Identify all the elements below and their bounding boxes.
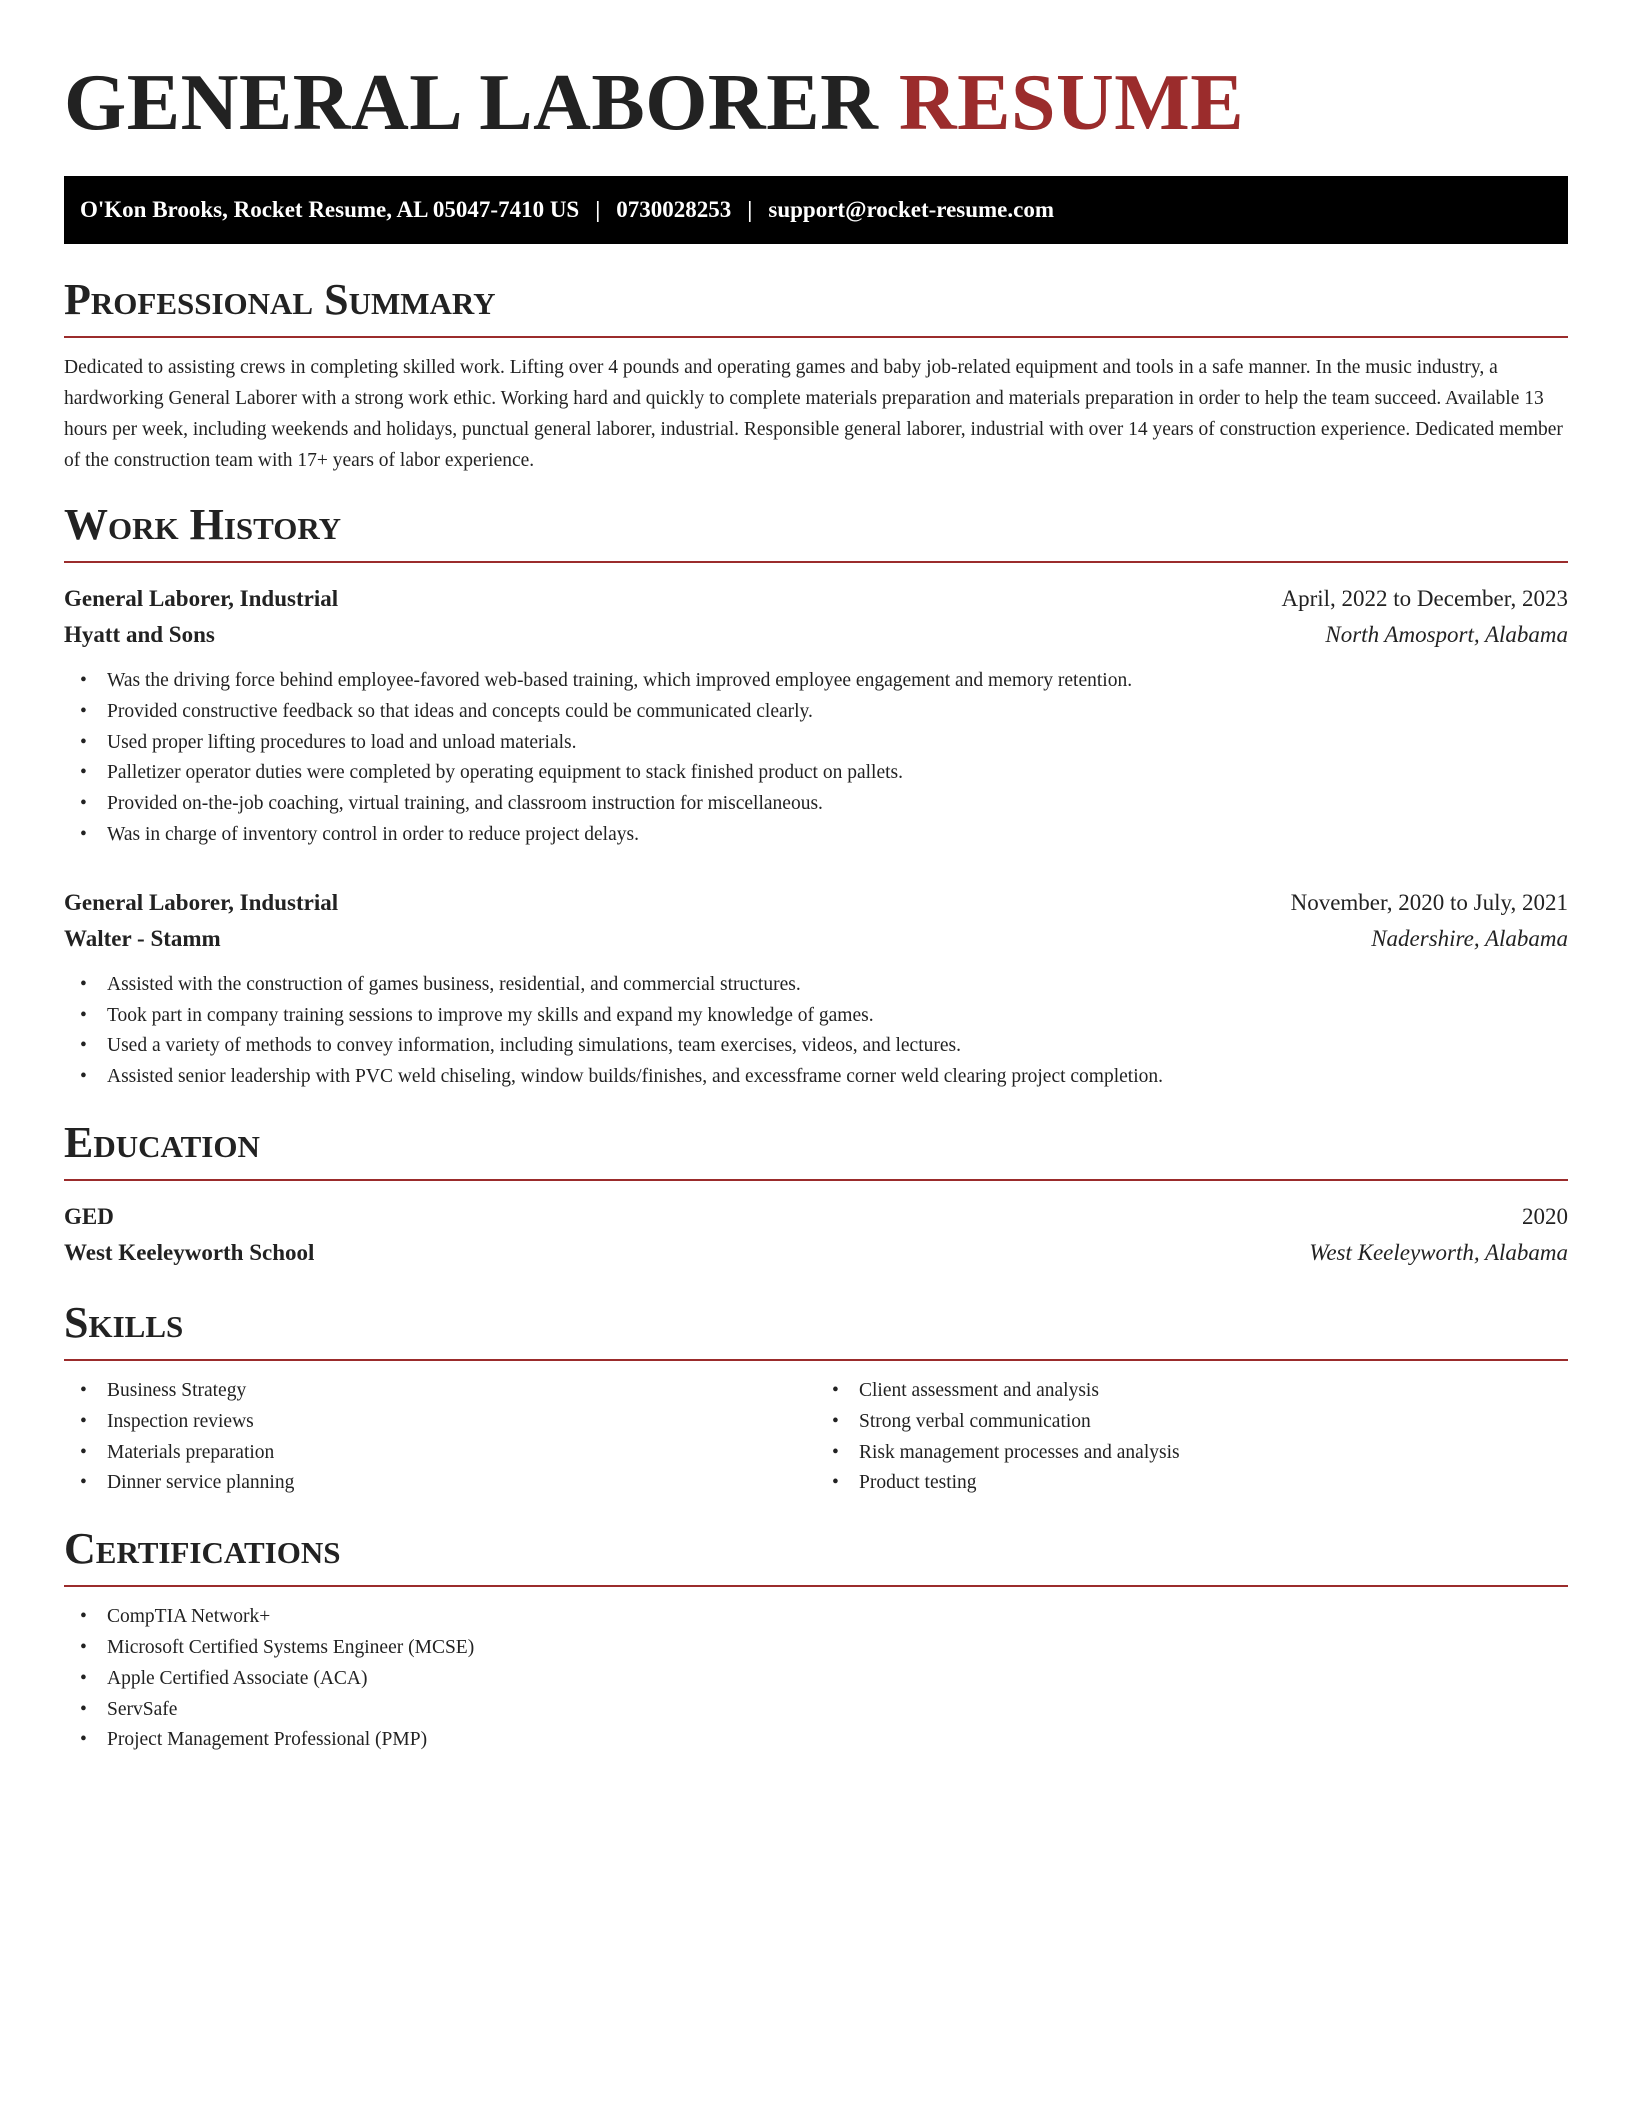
job-bullet: • Provided constructive feedback so that ideas and concepts could be communicated clearly. [107,697,1568,728]
job-bullet: • Assisted with the construction of games business, residential, and commercial structures. [107,970,1568,1001]
skills-list [816,1376,1568,1499]
job-entry [64,885,1568,1093]
education-location: West Keeleyworth, Alabama [1309,1239,1568,1265]
job-bullet: • Was in charge of inventory control in order to reduce project delays. [107,820,1568,851]
job-company-row [64,921,1568,957]
contact-email: support@rocket-resume.com [768,197,1055,222]
contact-phone: 0730028253 [616,197,732,222]
title-accent: RESUME [898,59,1245,147]
education-section [64,1117,1568,1271]
certification-item: • Microsoft Certified Systems Engineer (MCSE) [107,1633,1568,1664]
job-bullet: • Used a variety of methods to convey information, including simulations, team exercises, videos, and lectures. [107,1031,1568,1062]
section-divider [64,1359,1568,1361]
certification-item: • Apple Certified Associate (ACA) [107,1664,1568,1695]
job-entry [64,581,1568,851]
section-heading-summary: Professional Summary [64,275,496,324]
skill-item: • Materials preparation [107,1438,816,1469]
certification-item: • ServSafe [107,1695,1568,1726]
contact-bar [64,176,1568,244]
job-header-row [64,581,1568,617]
title-main: GENERAL LABORER [64,59,879,147]
skills-section [64,1297,1568,1499]
education-year: 2020 [1522,1203,1568,1229]
section-heading-work-history: Work History [64,500,342,549]
job-bullet: • Took part in company training sessions to improve my skills and expand my knowledge of games. [107,1001,1568,1032]
job-bullets [64,666,1568,851]
skills-columns [64,1376,1568,1499]
job-location: North Amosport, Alabama [1325,622,1568,647]
job-header-row [64,885,1568,921]
skill-item: • Product testing [859,1468,1568,1499]
skill-item: • Risk management processes and analysis [859,1438,1568,1469]
skill-item: • Client assessment and analysis [859,1376,1568,1407]
job-title: General Laborer, Industrial [64,889,339,915]
contact-separator: | [747,197,753,222]
job-bullet: • Was the driving force behind employee-favored web-based training, which improved employee engagement and memory retention. [107,666,1568,697]
summary-section [64,274,1568,476]
job-dates: November, 2020 to July, 2021 [1290,889,1568,915]
job-company: Walter - Stamm [64,925,221,951]
skills-list [64,1376,816,1499]
section-divider [64,561,1568,563]
job-location: Nadershire, Alabama [1371,925,1568,951]
job-company-row [64,617,1568,653]
job-company: Hyatt and Sons [64,622,215,647]
skills-column-left [64,1376,816,1499]
certifications-list [64,1602,1568,1756]
job-title: General Laborer, Industrial [64,586,339,611]
education-entry [64,1199,1568,1271]
skill-item: • Inspection reviews [107,1407,816,1438]
job-dates: April, 2022 to December, 2023 [1281,586,1568,611]
certification-item: • CompTIA Network+ [107,1602,1568,1633]
education-school-row [64,1235,1568,1271]
skills-column-right [816,1376,1568,1499]
skill-item: • Business Strategy [107,1376,816,1407]
certification-item: • Project Management Professional (PMP) [107,1725,1568,1756]
job-bullet: • Assisted senior leadership with PVC weld chiseling, window builds/finishes, and excessframe corner weld clearing project completion. [107,1062,1568,1093]
education-header-row [64,1199,1568,1235]
resume-title [64,55,1568,151]
job-bullet: • Used proper lifting procedures to load and unload materials. [107,728,1568,759]
job-bullets [64,970,1568,1093]
skill-item: • Dinner service planning [107,1468,816,1499]
job-bullet: • Palletizer operator duties were completed by operating equipment to stack finished product on pallets. [107,758,1568,789]
section-heading-skills: Skills [64,1297,184,1347]
section-divider [64,336,1568,338]
section-heading-certifications: Certifications [64,1524,341,1574]
certifications-section [64,1523,1568,1756]
section-heading-education: Education [64,1117,260,1167]
work-history-section [64,499,1568,1093]
education-degree: GED [64,1203,114,1229]
section-divider [64,1179,1568,1181]
contact-address: O'Kon Brooks, Rocket Resume, AL 05047-7410 US [80,197,580,222]
skill-item: • Strong verbal communication [859,1407,1568,1438]
education-school: West Keeleyworth School [64,1239,315,1265]
contact-separator: | [595,197,601,222]
section-divider [64,1585,1568,1587]
summary-text: Dedicated to assisting crews in completing skilled work. Lifting over 4 pounds and operating games and baby job-related equipment and tools in a safe manner. In the music industry, a hardworking General Laborer with a strong work ethic. Working hard and quickly to complete materials preparation and materials preparation in order to help the team succeed. Available 13 hours per week, including weekends and holidays, punctual general laborer, industrial. Responsible general laborer, industrial with over 14 years of construction experience. Dedicated member of the construction team with 17+ years of labor experience. [64,357,1563,471]
job-bullet: • Provided on-the-job coaching, virtual training, and classroom instruction for miscellaneous. [107,789,1568,820]
